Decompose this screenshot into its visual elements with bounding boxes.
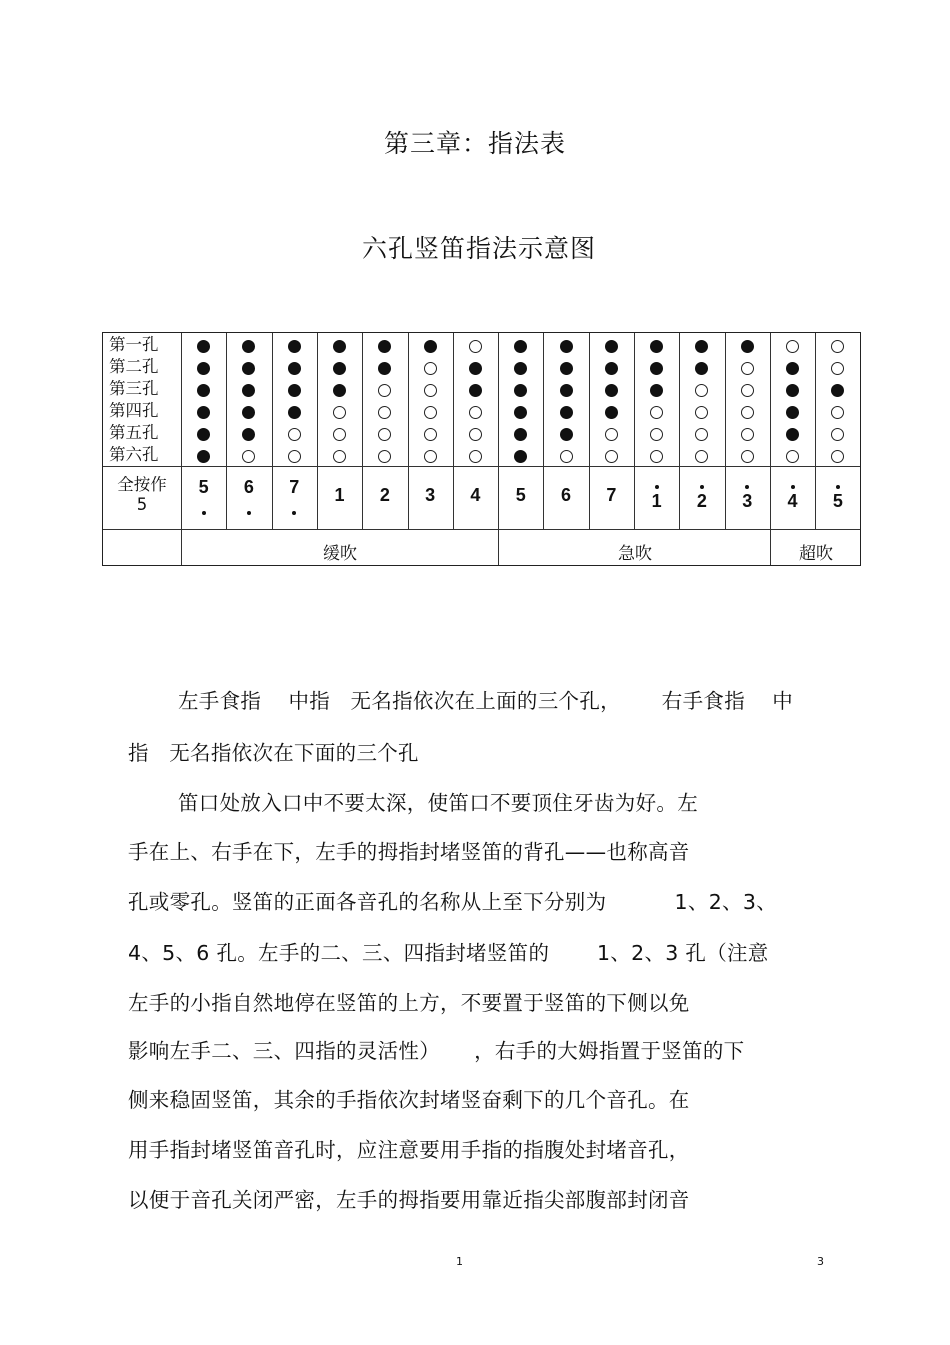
closed-hole-icon (514, 384, 527, 397)
closed-hole-icon (560, 340, 573, 353)
closed-hole-icon (197, 450, 210, 463)
closed-hole-icon (650, 384, 663, 397)
open-hole-icon (786, 340, 799, 353)
closed-hole-icon (605, 384, 618, 397)
closed-hole-icon (242, 340, 255, 353)
closed-hole-icon (831, 384, 844, 397)
open-hole-icon (741, 406, 754, 419)
open-hole-icon (333, 428, 346, 441)
hole-label: 第三孔 (109, 379, 159, 398)
open-hole-icon (424, 362, 437, 375)
open-hole-icon (242, 450, 255, 463)
column-divider (725, 333, 726, 529)
hole-label: 第四孔 (109, 401, 159, 420)
closed-hole-icon (197, 406, 210, 419)
closed-hole-icon (605, 340, 618, 353)
high-octave-dot-icon (700, 485, 704, 489)
closed-hole-icon (786, 428, 799, 441)
open-hole-icon (424, 406, 437, 419)
open-hole-icon (695, 406, 708, 419)
closed-hole-icon (514, 362, 527, 375)
closed-hole-icon (288, 384, 301, 397)
open-hole-icon (288, 450, 301, 463)
text-line: 用手指封堵竖笛音孔时，应注意要用手指的指腹处封堵音孔， (128, 1138, 690, 1162)
high-octave-dot-icon (791, 485, 795, 489)
category-divider (770, 529, 771, 565)
low-octave-dot-icon (292, 511, 296, 515)
note-label: 2 (379, 485, 390, 505)
closed-hole-icon (197, 428, 210, 441)
open-hole-icon (741, 450, 754, 463)
note-label: 6 (243, 477, 254, 497)
closed-hole-icon (514, 428, 527, 441)
open-hole-icon (378, 450, 391, 463)
open-hole-icon (831, 340, 844, 353)
closed-hole-icon (242, 406, 255, 419)
closed-hole-icon (242, 384, 255, 397)
category-fast-blow: 急吹 (618, 544, 652, 564)
open-hole-icon (831, 450, 844, 463)
closed-hole-icon (288, 406, 301, 419)
closed-hole-icon (605, 362, 618, 375)
column-divider (181, 333, 182, 565)
closed-hole-icon (786, 362, 799, 375)
closed-hole-icon (469, 362, 482, 375)
column-divider (543, 333, 544, 529)
low-octave-dot-icon (247, 511, 251, 515)
chapter-title: 第三章：指法表 (383, 129, 566, 158)
closed-hole-icon (560, 406, 573, 419)
category-divider (498, 529, 499, 565)
text-line: 侧来稳固竖笛，其余的手指依次封堵竖奋剩下的几个音孔。在 (128, 1088, 690, 1112)
closed-hole-icon (333, 340, 346, 353)
all-press-label (103, 475, 181, 515)
page-number-left: 1 (456, 1255, 463, 1268)
closed-hole-icon (288, 362, 301, 375)
note-label: 1 (651, 491, 662, 511)
note-label: 7 (606, 485, 617, 505)
closed-hole-icon (560, 428, 573, 441)
hole-labels (109, 334, 181, 466)
note-label: 3 (742, 491, 753, 511)
open-hole-icon (469, 428, 482, 441)
open-hole-icon (650, 406, 663, 419)
column-divider (815, 333, 816, 529)
open-hole-icon (695, 450, 708, 463)
text-line: 以便于音孔关闭严密，左手的拇指要用靠近指尖部腹部封闭音 (128, 1188, 690, 1212)
text-line: 影响左手二、三、四指的灵活性） ，右手的大姆指置于竖笛的下 (128, 1039, 745, 1063)
closed-hole-icon (605, 406, 618, 419)
low-octave-dot-icon (202, 511, 206, 515)
open-hole-icon (378, 406, 391, 419)
text-line: 笛口处放入口中不要太深，使笛口不要顶住牙齿为好。左 (178, 791, 698, 815)
column-divider (362, 333, 363, 529)
column-divider (498, 333, 499, 529)
closed-hole-icon (786, 384, 799, 397)
closed-hole-icon (514, 450, 527, 463)
closed-hole-icon (650, 362, 663, 375)
column-divider (770, 333, 771, 529)
closed-hole-icon (514, 406, 527, 419)
high-octave-dot-icon (655, 485, 659, 489)
closed-hole-icon (288, 340, 301, 353)
note-label: 5 (832, 491, 843, 511)
hole-label: 第五孔 (109, 423, 159, 442)
closed-hole-icon (197, 340, 210, 353)
open-hole-icon (650, 428, 663, 441)
open-hole-icon (424, 428, 437, 441)
closed-hole-icon (197, 362, 210, 375)
closed-hole-icon (424, 340, 437, 353)
open-hole-icon (333, 406, 346, 419)
open-hole-icon (288, 428, 301, 441)
open-hole-icon (831, 362, 844, 375)
diagram-title: 六孔竖笛指法示意图 (361, 234, 596, 263)
closed-hole-icon (333, 362, 346, 375)
text-line: 4、5、6 孔。左手的二、三、四指封堵竖笛的 1、2、3 孔（注意 (128, 941, 769, 965)
open-hole-icon (469, 406, 482, 419)
column-divider (634, 333, 635, 529)
text-line: 左手食指 中指 无名指依次在上面的三个孔， 右手食指 中 (178, 689, 794, 713)
column-divider (226, 333, 227, 529)
closed-hole-icon (560, 362, 573, 375)
note-label: 7 (289, 477, 300, 497)
note-label: 5 (515, 485, 526, 505)
note-label: 5 (198, 477, 209, 497)
column-divider (679, 333, 680, 529)
all-press-text: 全按作 (117, 475, 167, 494)
open-hole-icon (605, 450, 618, 463)
note-label: 3 (425, 485, 436, 505)
open-hole-icon (378, 384, 391, 397)
closed-hole-icon (378, 340, 391, 353)
page-number-right: 3 (817, 1255, 824, 1268)
closed-hole-icon (514, 340, 527, 353)
closed-hole-icon (695, 362, 708, 375)
open-hole-icon (831, 406, 844, 419)
column-divider (453, 333, 454, 529)
column-divider (408, 333, 409, 529)
open-hole-icon (741, 384, 754, 397)
open-hole-icon (378, 428, 391, 441)
closed-hole-icon (333, 384, 346, 397)
open-hole-icon (741, 428, 754, 441)
open-hole-icon (469, 340, 482, 353)
hole-label: 第二孔 (109, 357, 159, 376)
high-octave-dot-icon (836, 485, 840, 489)
open-hole-icon (695, 384, 708, 397)
closed-hole-icon (741, 340, 754, 353)
open-hole-icon (424, 384, 437, 397)
note-label: 4 (470, 485, 481, 505)
closed-hole-icon (650, 340, 663, 353)
closed-hole-icon (242, 362, 255, 375)
open-hole-icon (741, 362, 754, 375)
closed-hole-icon (197, 384, 210, 397)
hole-label: 第六孔 (109, 445, 159, 464)
open-hole-icon (469, 450, 482, 463)
all-press-note: 5 (136, 495, 148, 514)
text-line: 指 无名指依次在下面的三个孔 (128, 741, 419, 765)
text-line: 孔或零孔。竖笛的正面各音孔的名称从上至下分别为 1、2、3、 (128, 890, 777, 914)
open-hole-icon (650, 450, 663, 463)
column-divider (317, 333, 318, 529)
open-hole-icon (333, 450, 346, 463)
open-hole-icon (831, 428, 844, 441)
closed-hole-icon (560, 384, 573, 397)
fingering-table (102, 332, 861, 566)
open-hole-icon (786, 450, 799, 463)
closed-hole-icon (695, 340, 708, 353)
row-divider (103, 529, 860, 530)
closed-hole-icon (242, 428, 255, 441)
note-label: 4 (787, 491, 798, 511)
note-label: 1 (334, 485, 345, 505)
closed-hole-icon (378, 362, 391, 375)
note-label: 6 (561, 485, 572, 505)
open-hole-icon (560, 450, 573, 463)
open-hole-icon (695, 428, 708, 441)
closed-hole-icon (786, 406, 799, 419)
note-label: 2 (696, 491, 707, 511)
column-divider (589, 333, 590, 529)
category-slow-blow: 缓吹 (323, 544, 357, 564)
text-line: 手在上、右手在下，左手的拇指封堵竖笛的背孔——也称高音 (128, 840, 690, 864)
text-line: 左手的小指自然地停在竖笛的上方，不要置于竖笛的下侧以免 (128, 991, 690, 1015)
open-hole-icon (605, 428, 618, 441)
column-divider (272, 333, 273, 529)
hole-label: 第一孔 (109, 335, 159, 354)
open-hole-icon (424, 450, 437, 463)
high-octave-dot-icon (745, 485, 749, 489)
closed-hole-icon (469, 384, 482, 397)
category-over-blow: 超吹 (799, 544, 833, 564)
row-divider (103, 466, 860, 467)
